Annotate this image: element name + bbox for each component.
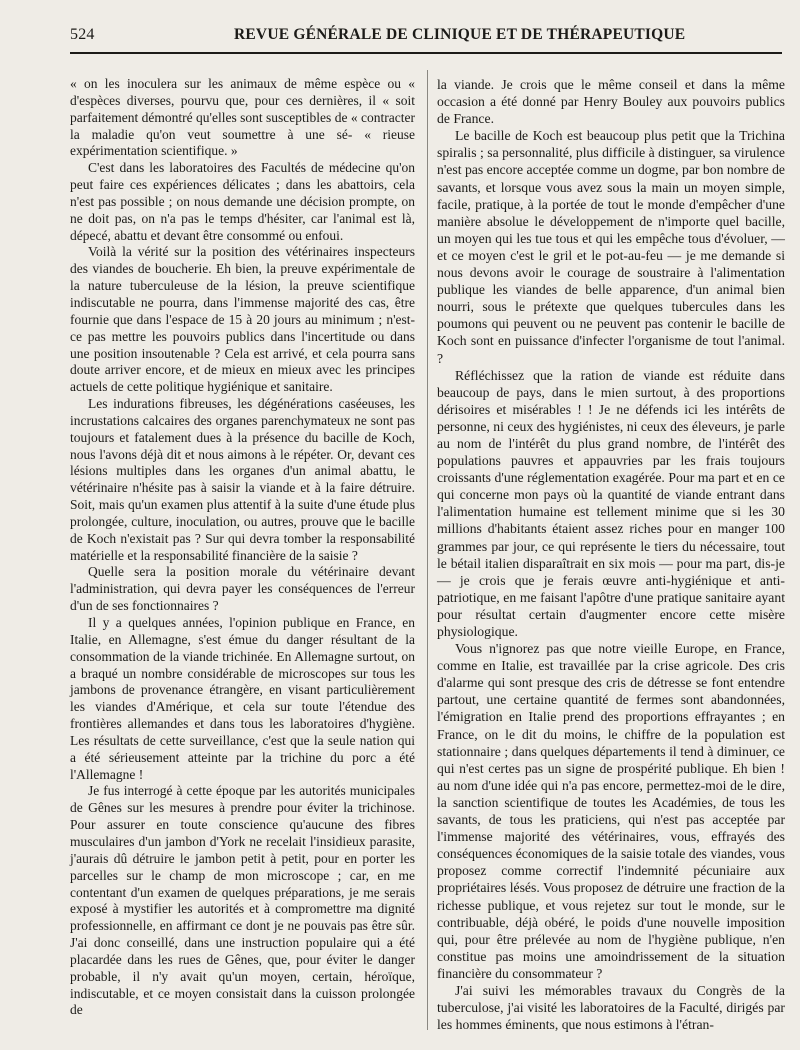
paragraph: Vous n'ignorez pas que notre vieille Europe, en France, comme en Italie, est travaillée par la crise agricole. Des cris d'alarme qui sont presque des cris de détresse se font entendre partout, une certaine quantité de fermes sont abandonnées, l'émigration en Italie prend des proportions effrayantes ; en France, on le dit du moins, le chiffre de la population est stationnaire ; dans quelques départements il tend à diminuer, ce qui n'est certes pas un signe de prospérité publique. Eh bien ! au nom d'une idée qui n'a pas encore, permettez-moi de le dire, la sanction scientifique de toutes les Académies, de tous les savants, de tous les praticiens, qui n'est pas acceptée par l'immense majorité des vétérinaires, vous, effrayés des conséquences économiques de la saisie totale des viandes, vous proposez comme correctif l'indemnité pécuniaire aux propriétaires lésés. Vous proposez de détruire une fraction de la richesse publique, et vous rejetez sur tout le monde, sur le contribuable, déjà obéré, le poids d'une nouvelle imposition qui, pour être prélevée au nom de l'hygiène publique, n'en constitue pas moins une amoindrissement de la situation financière du consommateur ? [437, 641, 785, 981]
paragraph: Quelle sera la position morale du vétérinaire devant l'administration, qui devra payer les conséquences de l'erreur d'un de ses fonctionnaires ? [70, 564, 415, 614]
paragraph: J'ai suivi les mémorables travaux du Congrès de la tuberculose, j'ai visité les laboratoires de la Faculté, dirigés par les hommes éminents, que nous estimons à l'étran- [437, 982, 785, 1033]
paragraph: Les indurations fibreuses, les dégénérations caséeuses, les incrustations calcaires des organes parenchymateux ne sont pas toujours et fatalement dues à la présence du bacille de Koch, nous l'avons déjà dit et nous aimons à le répéter. Or, devant ces lésions multiples dans les organes d'un animal abattu, le vétérinaire n'hésite pas à saisir la viande et à la faire détruire. Soit, mais qu'un examen plus attentif à la suite d'une étude plus prolongée, culture, inoculation, ou autres, prouve que le bacille de Koch n'existait pas ? Sur qui devra tomber la responsabilité matérielle et la responsabilité financière de la saisie ? [70, 396, 415, 563]
paragraph: Il y a quelques années, l'opinion publique en France, en Italie, en Allemagne, s'est émue du danger résultant de la consommation de la viande trichinée. En Allemagne surtout, on a braqué un nombre considérable de microscopes sur tous les jambons de provenance étrangère, en visant particulièrement les viandes d'Amérique, et cela sur toute l'étendue des frontières allemandes et dans tous les laboratoires d'hygiène. Les résultats de cette surveillance, c'est que la seule nation qui a été sérieusement atteinte par la trichine du porc a été l'Allemagne ! [70, 615, 415, 782]
paragraph: la viande. Je crois que le même conseil et dans la même occasion a été donné par Henry Bouley aux pouvoirs publics de France. [437, 77, 785, 127]
paragraph: Réfléchissez que la ration de viande est réduite dans beaucoup de pays, dans le mien surtout, à des proportions dérisoires et misérables ! ! Je ne défends ici les intérêts de personne, ni ceux des hygiénistes, ni ceux des éleveurs, je parle au nom de l'intérêt du plus grand nombre, de l'intérêt des populations pauvres et appauvries par les frais toujours croissants d'une réglementation exagérée. Pour ma part et en ce qui concerne mon pays où la quantité de viande entrant dans l'alimentation humaine est tellement minime que si les 30 millions d'habitants étaient assez riches pour en manger 100 grammes par jour, ce qui représente le tiers du nécessaire, tout le bétail italien disparaîtrait en six mois — pour ma part, dis-je — je crois que je ferais œuvre anti-hygiénique et anti-patriotique, en me faisant l'apôtre d'une pratique sanitaire ayant pour résultat certain d'augmenter encore cette misère physiologique. [437, 367, 785, 639]
paragraph: « on les inoculera sur les animaux de même espèce ou « d'espèces diverses, pourvu que, pour ces dernières, il « soit parfaitement démontré qu'elles sont susceptibles de « contracter la maladie qu'on veut soumettre à une sé- « rieuse expérimentation scientifique. » [70, 76, 415, 159]
column-divider [427, 70, 428, 1030]
paragraph: Je fus interrogé à cette époque par les autorités municipales de Gênes sur les mesures à prendre pour éviter la trichinose. Pour assurer en toute conscience qu'aucune des fibres musculaires d'un jambon d'York ne recelait l'insidieux parasite, j'aurais dû détruire le jambon petit à petit, pour en porter les parcelles sur le champ de mon microscope ; car, en me contentant d'un examen de quelques préparations, je me serais exposé à mystifier les autorités et à compromettre ma dignité professionnelle, en affirmant ce dont je ne pouvais pas être sûr. J'ai donc conseillé, dans une instruction populaire qui a été placardée dans les rues de Gênes, que, pour éviter le danger probable, il n'y avait qu'un moyen, certain, héroïque, indiscutable, et ce moyen consistait dans la cuisson prolongée de [70, 783, 415, 1018]
paragraph: Voilà la vérité sur la position des vétérinaires inspecteurs des viandes de boucherie. Eh bien, la preuve expérimentale de la nature tuberculeuse de la lésion, la preuve scientifique indiscutable ne pourra, dans l'immense majorité des cas, être fournie que dans l'espace de 15 à 20 jours au minimum ; n'est-ce pas mettre les pouvoirs publics dans l'incertitude ou dans une position insoutenable ? Cela est arrivé, et cela pourra sans doute arriver encore, et de mieux en mieux avec les principes actuels de cette politique hygiénique et sanitaire. [70, 244, 415, 395]
header-rule [70, 52, 782, 54]
left-column [70, 76, 415, 1019]
page-number: 524 [70, 26, 95, 43]
running-title: REVUE GÉNÉRALE DE CLINIQUE ET DE THÉRAPEUTIQUE [234, 26, 686, 43]
right-column [437, 76, 785, 1033]
running-header [70, 24, 786, 48]
paragraph: Le bacille de Koch est beaucoup plus petit que la Trichina spiralis ; sa personnalité, plus difficile à distinguer, sa virulence n'est pas encore acceptée comme un dogme, par bon nombre de savants, et lorsque vous avez sous la main un moyen simple, facile, pratique, à la portée de tout le monde d'empêcher d'une manière absolue le développement de n'importe quel bacille, un moyen qui les tue tous et qui les empêche tous d'évoluer, — et ce moyen c'est le gril et le pot-au-feu — je me demande si nous devons avoir le courage de soustraire à l'alimentation publique les viandes de belle apparence, d'un animal bien nourri, sous le prétexte que quelques tubercules dans les poumons qui peuvent ou ne peuvent pas contenir le bacille de Koch sont en puissance d'infecter l'organisme de tout l'animal. ? [437, 128, 785, 366]
paragraph: C'est dans les laboratoires des Facultés de médecine qu'on peut faire ces expériences délicates ; dans les abattoirs, cela n'est pas possible ; on nous demande une décision prompte, on ne doit pas, on n'a pas le temps d'hésiter, car l'animal est là, dépecé, abattu et devant être consommé ou enfoui. [70, 160, 415, 243]
